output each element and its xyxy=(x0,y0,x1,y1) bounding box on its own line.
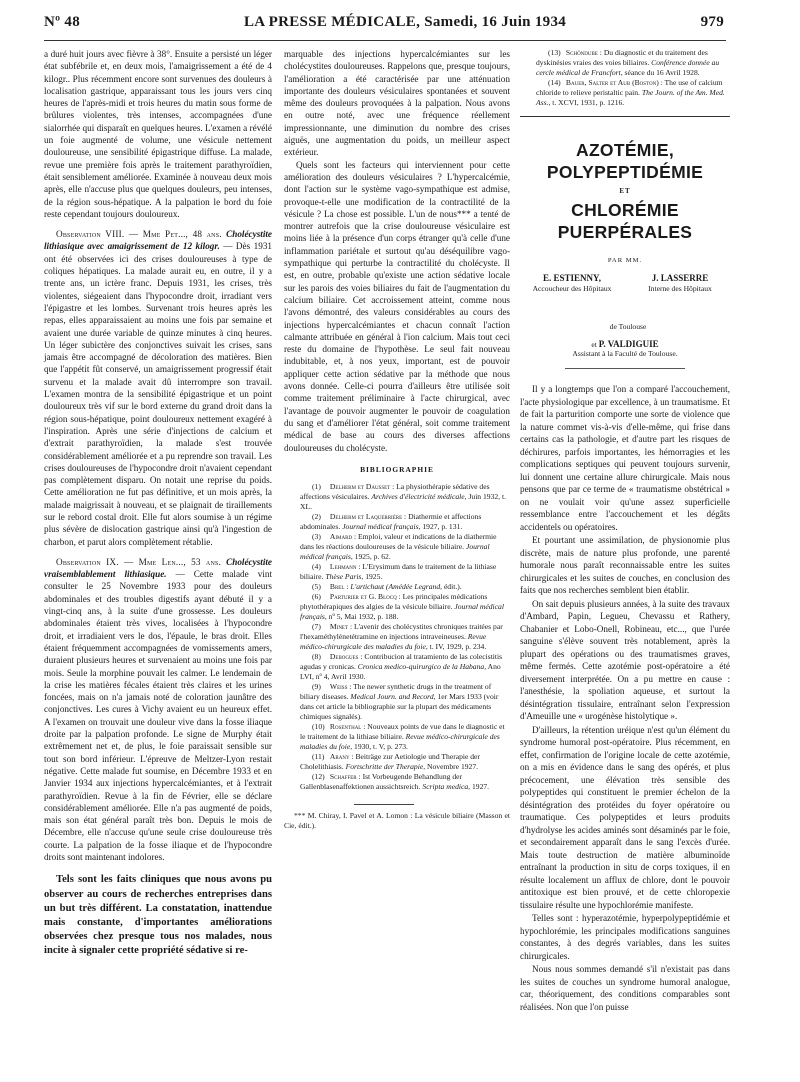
ref-j: Conférence donnée au cercle médical de Francfort, xyxy=(536,58,720,77)
bibliography-entry xyxy=(284,512,510,532)
bibliography-entry xyxy=(284,622,510,652)
ref-j: Journal médical français, xyxy=(300,602,504,622)
article-paragraph: On sait depuis plusieurs années, à la suite des travaux d'Ambard, Papin, Legueu, Chevassu et Rathery, Chabanier et Lobo-Onell, Robineau, etc..., que l'urée sanguine s'élève souvent très notablement, après la plupart des opérations ou des traumatismes graves, même fermés. Cette azotémie post-opératoire a été diversement interprétée. On a pu mettre en cause : l'anesthésie, la spoliation aqueuse, et surtout la désintégration tissulaire, entraînant selon l'expression d'Ameuille une « urogénèse histolytique ». xyxy=(520,598,730,722)
journal-running-title: LA PRESSE MÉDICALE, Samedi, 16 Juin 1934 xyxy=(244,14,567,30)
ref-r: t. XCVI, 1931, p. 1216. xyxy=(552,98,625,107)
ref-r: nº 5, Mai 1932, p. 188. xyxy=(328,612,399,622)
ref-t: L'avenir des cholécystites chroniques traitées par l'hexaméthylènetétramine en injections intraveineuses. xyxy=(300,622,503,642)
observation-8 xyxy=(44,228,272,548)
bibliography-entry xyxy=(520,48,730,78)
author-city: de Toulouse xyxy=(609,321,647,331)
ref-t: Contribucion al tratamiento de las colecistitis agudas y cronicas. xyxy=(300,652,503,672)
observation-title: Observation IX. — Mme Len..., 53 ans. xyxy=(56,556,222,567)
bibliography-list xyxy=(284,482,510,792)
column-1 xyxy=(44,48,272,959)
ref-t: Diathermie et affections abdominales. xyxy=(300,512,482,532)
ref-r: édit.). xyxy=(443,582,462,592)
ref-n: (1) xyxy=(312,482,321,492)
ref-j: Scripta medica, xyxy=(422,782,471,792)
bibliography-entry xyxy=(284,592,510,622)
ref-n: (8) xyxy=(312,652,321,662)
ref-j: Journal médical français, xyxy=(300,542,490,562)
article-paragraph: Telles sont : hyperazotémie, hyperpolypeptidémie et hypochlorémie, les principales modifications sanguines constantes, à des degrés variables, dans les suites chirurgicales. xyxy=(520,913,730,961)
article-rule xyxy=(565,368,685,369)
ref-r: 1930, t. V, p. 273. xyxy=(354,742,408,752)
ref-j: Journal médical français, xyxy=(342,522,421,532)
ref-r: 1927. xyxy=(471,782,490,792)
bibliography-list-continued xyxy=(520,48,730,108)
author-role: Assistant à la Faculté de Toulouse. xyxy=(572,349,678,358)
byline-par: PAR MM. xyxy=(607,257,643,265)
ref-r: 1er Mars 1933 (voir dans cet article la bibliographie sur la plupart des médicaments chimiques signalés). xyxy=(300,692,499,722)
ref-j: Fortschritte der Therapie, xyxy=(345,762,426,772)
ref-a: Brel : xyxy=(329,582,349,592)
ref-t: Beiträge zur Aetiologie und Therapie der Cholelithiasis. xyxy=(300,752,480,772)
ref-n: (4) xyxy=(312,562,321,572)
ref-n: (3) xyxy=(312,532,321,542)
author-role: Interne des Hôpitaux xyxy=(648,284,712,293)
ref-r: Juin 1932, t. XL. xyxy=(300,492,506,512)
ref-n: (12) xyxy=(312,772,325,782)
article-paragraph: Il y a longtemps que l'on a comparé l'accouchement, l'acte physiologique par excellence, à un traumatisme. Et de fait la parturition comporte une sorte de violence que la nature commet vis-à-vis d'elle-même, qui frise dans certains cas la pathologie, et d'autre part les risques de déchirures, parfois importantes, les hémorragies et les complications septiques qui peuvent toujours survenir, lui donnent une certaine allure chirurgicale. Mais nous pensons que par ce terme de « traumatisme obstétrical » on ne voulait voir qu'une assez superficielle ressemblance entre l'accouchement et les dégâts accidentels ou opératoires. xyxy=(520,384,730,532)
bibliography-entry xyxy=(284,482,510,512)
ref-t: Les principales médications phytothérapiques des algies de la vésicule biliaire. xyxy=(300,592,488,612)
ref-t: Du diagnostic et du traitement des dyskinésies vraies des voies biliaires. xyxy=(536,48,708,67)
authors-block xyxy=(520,274,730,338)
ref-t: Emploi, valeur et indications de la diathermie dans les réactions douloureuses de la vésicule biliaire. xyxy=(300,532,497,552)
ref-j: Revue médico-chirurgicale des maladies du foie, xyxy=(300,732,500,752)
ref-r: Ano LVI, nº 4, Avril 1930. xyxy=(300,662,501,682)
ref-a: Schöndube : xyxy=(565,48,602,57)
ref-a: Rosenthal : xyxy=(329,722,366,732)
observation-title: Observation VIII. — Mme Pet..., 48 ans. xyxy=(56,229,222,240)
ref-a: Delherm et Dausset : xyxy=(329,482,395,492)
observation-subtitle: Cholécystite vraisemblablement lithiasique. xyxy=(44,556,273,580)
ref-r: t. IV, 1929, p. 234. xyxy=(429,642,487,652)
paragraph: marquable des injections hypercalcémiantes sur les cholécystites douloureuses. Rappelons que, presque toujours, l'amélioration a été caractérisée par une atténuation importante des douleurs vésiculaires spontanées et souvent même des douleurs provoquées à la palpation. Nous avons en outre noté, avec une fréquence réellement impressionnante, une diminution du nombre des crises aiguës, une augmentation du poids, un meilleur aspect extérieur. xyxy=(284,49,510,158)
ref-a: Lehmann : xyxy=(329,562,361,572)
observation-9 xyxy=(44,556,272,863)
ref-n: (14) xyxy=(548,78,561,87)
ref-j: Medical Journ. and Record, xyxy=(350,692,436,702)
ref-t: L'Erysimum dans le traitement de la lithiase biliaire. xyxy=(300,562,497,582)
author-name: P. VALDIGUIE xyxy=(598,338,659,349)
header-rule xyxy=(44,40,726,41)
bibliography-entry xyxy=(284,652,510,682)
observation-text: — Dès 1931 ont été observées ici des crises douloureuses à type de coliques hépatiques. La malade aurait eu, en outre, il y a trente ans, un ictère franc. Depuis 1931, les crises, très violentes, siégeaient dans l'hypocondre droit, irradiant vers l'épigastre et les lombes. Survenant trois heures après les repas, elles apparaissaient au moins une fois par semaine et avaient une durée variable de quinze minutes à cinq heures. Un léger subictère des conjonctives suivait les crises, sans jamais être accompagné de décoloration des matières. Bien que l'appétit fût conservé, un amaigrissement progressif était survenu et la malade avait dû interrompre son travail. L'examen montra de la sensibilité épigastrique et un point douloureux très vif sur le bord externe du grand droit dans la région sous-hépatique, point douloureux nettement exagéré à l'inspiration. Après une série d'injections de calcium et d'extrait parathyroïdien, la malade s'est trouvée considérablement améliorée et a pu reprendre son travail. Les crises douloureuses de l'hypocondre droit n'avaient cependant pas complètement disparu. On notait une reprise du poids. Cette amélioration ne fut pas définitive, et un mois après, la malade maigrissait à nouveau, et se plaignait de tiraillements sur le rebord costal droit. Elle fut alors soumise à un régime plus sévère de dislocation gastrique ainsi qu'à l'ingestion de charbon, et parut alors complètement rétablie. xyxy=(44,241,273,547)
bibliography-entry xyxy=(284,772,510,792)
bibliography-heading: BIBLIOGRAPHIE xyxy=(360,464,434,474)
column-3 xyxy=(520,48,730,1014)
page-number-left: Nº 48 xyxy=(44,14,81,30)
ref-a: Weiss : xyxy=(329,682,352,692)
author-lasserre xyxy=(632,274,728,294)
ref-a: Delherm et Laquerrière : xyxy=(329,512,407,522)
ref-j: L'artichaut (Amédée Legrand, xyxy=(350,582,443,592)
author-prefix: et xyxy=(591,339,597,349)
ref-j: The Journ. of the Am. Med. Ass., xyxy=(536,88,725,107)
article-title-line1: AZOTÉMIE, POLYPEPTIDÉMIE xyxy=(546,140,704,182)
article-title-et: ET xyxy=(619,187,631,195)
paragraph: a duré huit jours avec fièvre à 38°. Ensuite a persisté un léger état subfébrile et, en deux mois, l'amaigrissement a été de 4 kilogr.. Plus récemment encore sont survenues des douleurs à localisation gastrique, apparaissant tous les jours vers cinq heures de l'après-midi et trois heures du matin sous forme de brûlures violentes, très intenses, accompagnées d'une sialorrhée qui disparaît en quelques heures. L'examen a révélé un foie augmenté de volume, une vésicule nettement douloureuse, une sensibilité épigastrique diffuse. La malade, revue une première fois après le traitement parathyroïdien, était sensiblement améliorée. Examinée à nouveau deux mois après, elle n'accuse plus que quelques douleurs, peu intenses, de la région sous-hépatique. A la palpation le bord du foie reste cependant toujours douloureux. xyxy=(44,49,272,219)
author-name: E. ESTIENNY, xyxy=(543,272,601,283)
bibliography-entry xyxy=(284,532,510,562)
ref-j: Revue médico-chirurgicale des maladies du foie, xyxy=(300,632,487,652)
ref-n: (7) xyxy=(312,622,321,632)
ref-t: The use of calcium chloride to relieve peristaltic pain. xyxy=(536,78,723,97)
footnote: *** M. Chiray, I. Pavel et A. Lomon : La vésicule biliaire (Masson et Cie, édit.). xyxy=(284,811,510,831)
article-body xyxy=(520,383,730,1013)
author-estienny xyxy=(524,274,620,294)
observation-text: — Cette malade vint consulter le 25 Novembre 1933 pour des douleurs abdominales et des troubles digestifs ayant débuté il y a vingt-cinq ans, à la suite d'une grossesse. Les douleurs abdominales étaient très vives, localisées à l'hypocondre droit, et irradiaient vers le dos, l'épaule, le bras droit. Elles étaient fréquemment accompagnées de vomissements amers, duraient plusieurs heures et survenaient au moins une fois par mois. Seule la morphine pouvait les calmer. Le lendemain de la crise les matières fécales étaient très claires et les urines foncées, mais on n'a jamais noté de coloration jaunâtre des conjonctives. Les cures à Vichy avaient eu un heureux effet. A l'examen on trouvait une douleur vive dans la fosse iliaque droite par la palpation profonde. Le signe de Murphy était extrêmement net et, de plus, le foie paraissait sensible sur tout son bord inférieur. L'épreuve de Meltzer-Lyon restait négative. Cette malade fut soumise, en Décembre 1933 et en Janvier 1934 aux injections hypercalcémiantes, et à l'extrait parathyroïdien. Revue à la fin de Février, elle se déclare considérablement améliorée. Elle n'a pas augmenté de poids, mais son état général paraît très bon. Depuis le mois de Décembre, elle n'accuse qu'une seule crise douloureuse très courte. La palpation de la fosse iliaque et de l'hypocondre droits sont maintenant indolores. xyxy=(44,569,272,862)
ref-a: Schaffer : xyxy=(329,772,361,782)
bibliography-entry xyxy=(284,722,510,752)
bibliography-entry xyxy=(284,562,510,582)
ref-n: (9) xyxy=(312,682,321,692)
page-number-right: 979 xyxy=(700,14,724,30)
author-name: J. LASSERRE xyxy=(651,272,709,283)
footnote-rule xyxy=(354,804,414,805)
ref-n: (6) xyxy=(312,592,321,602)
ref-t: La physiothérapie sédative des affections vésiculaires. xyxy=(300,482,490,502)
article-title-line2: CHLORÉMIE PUERPÉRALES xyxy=(557,200,693,243)
ref-n: (10) xyxy=(312,722,325,732)
page-header xyxy=(44,14,724,40)
article-paragraph: Nous nous sommes demandé s'il n'existait pas dans les suites de couches un syndrome humoral analogue, car, théoriquement, des conditions comparables sont réalisées. Non que l'on puisse xyxy=(520,964,730,1012)
conclusion-paragraph: Tels sont les faits cliniques que nous avons pu observer au cours de recherches entreprises dans un but très différent. La constatation, inattendue mais constante, d'importantes améliorations observées chez presque tous nos malades, nous incite à signaler cette propriété sédative si re- xyxy=(44,874,272,957)
author-role: Accoucheur des Hôpitaux xyxy=(532,284,612,293)
bibliography-entry xyxy=(520,78,730,108)
ref-t: Ist Vorbeugende Behandlung der Gallenblasenaffektionen aussichtsreich. xyxy=(300,772,463,792)
author-valdiguie xyxy=(520,340,730,359)
observation-subtitle: Cholécystite lithiasique avec amaigrissement de 12 kilogr. xyxy=(44,229,273,252)
bibliography-entry xyxy=(284,752,510,772)
article-paragraph: Et pourtant une assimilation, de physionomie plus discrète, mais de nature plus profonde, une parenté humorale nous paraît reconnaissable entre les suites chirurgicales et les suites de couches, en conclusion des faits que nos recherches semblent bien établir. xyxy=(520,535,730,596)
ref-r: Novembre 1927. xyxy=(427,762,479,772)
article-separator xyxy=(520,116,730,117)
ref-a: Arany : xyxy=(329,752,354,762)
ref-t: Nouveaux points de vue dans le diagnostic et le traitement de la lithiase biliaire. xyxy=(300,722,505,742)
ref-a: Aimard : xyxy=(329,532,357,542)
ref-j: Archives d'électricité médicale, xyxy=(371,492,467,502)
ref-a: Debogues : xyxy=(329,652,363,662)
article-paragraph: D'ailleurs, la rétention uréique n'est qu'un élément du syndrome humoral post-opératoire. Plus récemment, en effet, confirmation de l'origine locale de cette azotémie, on a mis en évidence dans le sang des opérés, et plus précocement, une élévation très sensible des polypeptides qui constituent le premier échelon de la désintégration des protéides du foyer opératoire ou traumatique. Ces polypeptides et leurs produits d'hydrolyse les acides aminés sont désaminés par le foie, et secondairement apparaît dans le sang l'excès d'urée. Mais toute destruction de matière albuminoïde entraînant la production in situ de corps toxiques, il en résulte localement un afflux de chlore, dont le pouvoir antitoxique est bien prouvé, et de cette chloropexie tissulaire résulte une hypochlorémie manifeste. xyxy=(520,724,730,910)
paragraph: Quels sont les facteurs qui interviennent pour cette amélioration des douleurs vésiculaires ? L'hypercalcémie, dont l'action sur le système vago-sympathique est admise, provoque-t-elle une modification de la contractilité de la vésicule ? La chose est possible. L'un de nous*** a tenté de montrer autrefois que la crise douloureuse vésiculaire est moins liée à la présence d'un corps étranger qu'à celle d'une inflammation pariétale et surtout qu'au déséquilibre vago-sympathique qui perturbe la contractilité du cholécyste. Il est, en outre, probable qu'existe une action sédative locale sur les parois des voies biliaires du fait de l'augmentation du calcium biliaire. Cet accroissement atteint, comme nous l'avons démontré, des valeurs considérables au cours des injections hypercalcémiantes et chacun connaît l'action calmante attribuée en général à l'ion calcium. Mais tout ceci reste du domaine de l'hypothèse. Le seul fait nouveau indubitable, et, à nos yeux, important, est de pouvoir appliquer cette action sédative par la méthode que nous avons donnée. Celle-ci pourra d'ailleurs être utilisée soit comme traitement préliminaire à l'acte chirurgical, avec l'avantage de pouvoir augmenter le pouvoir de coagulation du sang et d'améliorer l'état général, soit comme traitement médical de base au cours des diverses affections douloureuses du cholécyste. xyxy=(284,159,510,453)
ref-j: Cronica medico-quirurgico de la Habana, xyxy=(357,662,487,672)
ref-n: (2) xyxy=(312,512,321,522)
ref-j: Thèse Paris, xyxy=(325,572,364,582)
ref-r: séance du 16 Avril 1928. xyxy=(624,68,700,77)
ref-a: Minet : xyxy=(329,622,353,632)
ref-r: 1927, p. 131. xyxy=(422,522,463,532)
ref-a: Parturier et G. Blocq : xyxy=(329,592,401,602)
ref-r: 1925, p. 62. xyxy=(354,552,391,562)
ref-r: 1925. xyxy=(365,572,383,582)
column-2 xyxy=(284,48,510,831)
ref-n: (11) xyxy=(312,752,325,762)
ref-t: The newer synthetic drugs in the treatment of biliary diseases. xyxy=(300,682,492,702)
ref-n: (5) xyxy=(312,582,321,592)
bibliography-entry xyxy=(284,582,510,592)
ref-n: (13) xyxy=(548,48,561,57)
bibliography-entry xyxy=(284,682,510,722)
ref-a: Bauer, Salter et Aub (Boston) : xyxy=(565,78,663,87)
